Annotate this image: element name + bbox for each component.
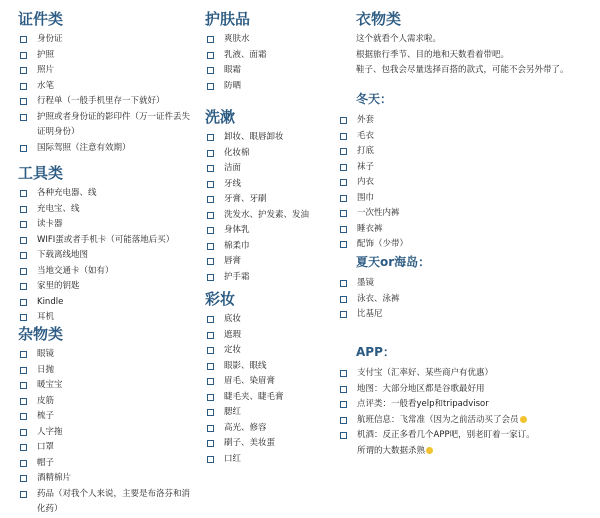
checklist-item-label: 泳衣、泳裤: [357, 293, 400, 304]
checkbox[interactable]: [20, 190, 27, 197]
checklist-item-label: 梳子: [37, 411, 55, 421]
checkbox[interactable]: [207, 440, 214, 447]
section-title-skincare: 护肤品: [205, 10, 251, 28]
checklist-item: [205, 192, 345, 208]
checklist-item: [205, 374, 345, 390]
checklist-item-label: 耳机: [37, 312, 55, 322]
checkbox[interactable]: [207, 83, 214, 90]
checklist-item: [18, 264, 198, 280]
checkbox[interactable]: [207, 316, 214, 323]
checklist-item: [18, 279, 198, 295]
checklist-item: [205, 48, 345, 64]
checklist-item-label: 机酒：反正多看几个APP吧，别老盯着一家订。: [357, 430, 535, 440]
checklist-item: [338, 307, 600, 323]
smile-emoji-icon: [520, 416, 527, 423]
checklist-winter: [338, 113, 600, 253]
checklist-item-label: 外套: [357, 115, 375, 125]
checklist-item-label: 身体乳: [224, 225, 250, 235]
checkbox[interactable]: [20, 351, 27, 358]
checklist-item: [338, 366, 600, 382]
checkbox[interactable]: [340, 280, 347, 287]
checklist-item-label: 国际驾照（注意有效期）: [37, 142, 131, 153]
section-title-misc: 杂物类: [18, 325, 64, 343]
checklist-item: [338, 191, 600, 207]
checklist-item: [338, 292, 600, 308]
checklist-item-label: 牙膏、牙刷: [224, 194, 267, 204]
checklist-item: [18, 48, 198, 64]
checklist-item-label: 眼影、眼线: [224, 360, 267, 371]
checklist-item-label: 口罩: [37, 442, 55, 452]
checklist-item-label: 比基尼: [357, 309, 383, 319]
checklist-item-label: 家里的钥匙: [37, 281, 80, 291]
checklist-item: [205, 405, 345, 421]
checklist-item-label: 读卡器: [37, 219, 63, 229]
checklist-item-label: 行程单（一般手机里存一下就好）: [37, 96, 165, 106]
checklist-item-label: 护手霜: [224, 271, 250, 282]
checkbox[interactable]: [207, 150, 214, 157]
checkbox[interactable]: [20, 367, 27, 374]
checklist-misc: [18, 347, 198, 518]
checklist-item: [18, 409, 198, 425]
checkbox[interactable]: [340, 311, 347, 318]
checklist-item-label: 棉柔巾: [224, 240, 250, 251]
checklist-item-label: 内衣: [357, 177, 375, 187]
checkbox[interactable]: [340, 241, 347, 248]
checkbox[interactable]: [20, 314, 27, 321]
checklist-item-label: 照片: [37, 65, 55, 75]
checklist-item-label: 毛衣: [357, 130, 375, 141]
checklist-item-label: 定妆: [224, 345, 242, 355]
checklist-item: [205, 79, 345, 95]
checkbox[interactable]: [207, 165, 214, 172]
clothes-notes: [356, 32, 600, 79]
checklist-item-label: 眼霜: [224, 65, 242, 75]
checkbox[interactable]: [207, 36, 214, 43]
checkbox[interactable]: [340, 432, 347, 439]
checklist-app: [338, 366, 600, 444]
checklist-item-label: 地图：大部分地区都是谷歌最好用: [357, 383, 485, 394]
checklist-item: [18, 425, 198, 441]
checkbox[interactable]: [207, 67, 214, 74]
checkbox[interactable]: [340, 133, 347, 140]
checklist-item-label: 身份证: [37, 34, 63, 44]
checklist-item: [338, 175, 600, 191]
checklist-item: [205, 343, 345, 359]
checklist-item-label: 洁面: [224, 163, 242, 173]
checklist-item: [205, 63, 345, 79]
checklist-item-label: 爽肤水: [224, 34, 250, 44]
app-trailing-text: 所谓的大数据杀熟: [357, 445, 426, 456]
checklist-item-label: 帽子: [37, 457, 55, 468]
checkbox[interactable]: [20, 475, 27, 482]
checklist-item-label: 打底: [357, 146, 375, 156]
checklist-item-label: 皮筋: [37, 395, 55, 406]
checklist-item: [205, 359, 345, 375]
note-line: 鞋子、包我会尽量选择百搭的款式，可能不会另外带了。: [356, 65, 569, 75]
checklist-item: [338, 428, 600, 444]
section-title-wash: 洗漱: [205, 108, 236, 126]
checklist-item: [205, 436, 345, 452]
checklist-item-label: 配饰（少带）: [357, 239, 409, 249]
checkbox[interactable]: [340, 401, 347, 408]
checklist-item-label: 人字拖: [37, 426, 63, 437]
checkbox[interactable]: [20, 252, 27, 259]
checkbox[interactable]: [20, 429, 27, 436]
checkbox[interactable]: [340, 117, 347, 124]
checklist-item: [338, 144, 600, 160]
checkbox[interactable]: [340, 296, 347, 303]
checkbox[interactable]: [340, 226, 347, 233]
checklist-item: [18, 202, 198, 218]
checklist-item: [18, 440, 198, 456]
checklist-item-label: 遮瑕: [224, 329, 242, 340]
checkbox[interactable]: [207, 227, 214, 234]
checklist-item-label: WIFI蛋或者手机卡（可能落地后买）: [37, 234, 175, 245]
checklist-item-label: 一次性内裤: [357, 208, 400, 218]
checklist-item-label: 眼镜: [37, 349, 55, 359]
checklist-item: [205, 390, 345, 406]
checklist-item-label: 酒精棉片: [37, 473, 72, 483]
checkbox[interactable]: [340, 164, 347, 171]
checkbox[interactable]: [340, 195, 347, 202]
checkbox[interactable]: [20, 413, 27, 420]
checklist-item: [205, 130, 345, 146]
checkbox[interactable]: [20, 491, 27, 498]
section-wash: [205, 108, 345, 285]
checklist-wash: [205, 130, 345, 285]
section-documents: [18, 10, 198, 156]
checklist-item: [205, 254, 345, 270]
checklist-item: [338, 160, 600, 176]
checklist-item-label: 护照或者身份证的影印件（万一证件丢失证明身份）: [37, 111, 191, 137]
checkbox[interactable]: [20, 83, 27, 90]
checkbox[interactable]: [340, 148, 347, 155]
checkbox[interactable]: [207, 378, 214, 385]
checklist-item-label: 护照: [37, 49, 55, 60]
checklist-item-label: 药品（对我个人来说，主要是布洛芬和消化药）: [37, 488, 191, 514]
checkbox[interactable]: [207, 409, 214, 416]
checklist-item: [18, 110, 198, 141]
section-title-winter: 冬天：: [356, 92, 393, 106]
checklist-item-label: 乳液、面霜: [224, 49, 267, 60]
checklist-tools: [18, 186, 198, 326]
section-title-makeup: 彩妆: [205, 290, 236, 308]
checklist-item: [18, 363, 198, 379]
checklist-item-label: Kindle: [37, 296, 64, 307]
checkbox[interactable]: [20, 145, 27, 152]
checklist-item: [18, 186, 198, 202]
app-trailing-note: [338, 444, 600, 460]
checklist-item-label: 牙线: [224, 178, 242, 189]
checklist-item-label: 暖宝宝: [37, 380, 63, 390]
checklist-item: [205, 239, 345, 255]
checklist-item-label: 日抛: [37, 364, 55, 375]
checklist-item: [205, 177, 345, 193]
checklist-item: [18, 79, 198, 95]
checklist-item: [338, 222, 600, 238]
checklist-item: [205, 161, 345, 177]
checklist-item-label: 水笔: [37, 80, 55, 91]
checklist-item-label: 高光、修容: [224, 422, 267, 433]
checkbox[interactable]: [20, 268, 27, 275]
section-title-clothes: 衣物类: [356, 10, 402, 28]
checklist-item-label: 睡衣裤: [357, 223, 383, 234]
section-clothes: [356, 10, 600, 79]
checkbox[interactable]: [20, 398, 27, 405]
checkbox[interactable]: [207, 425, 214, 432]
checklist-item: [205, 32, 345, 48]
checklist-item: [18, 248, 198, 264]
section-winter: [338, 92, 600, 253]
section-title-documents: 证件类: [18, 10, 64, 28]
checkbox[interactable]: [20, 98, 27, 105]
checkbox[interactable]: [207, 196, 214, 203]
checkbox[interactable]: [207, 456, 214, 463]
checklist-item: [18, 233, 198, 249]
checkbox[interactable]: [340, 210, 347, 217]
checkbox[interactable]: [20, 36, 27, 43]
checkbox[interactable]: [20, 460, 27, 467]
checklist-summer: [338, 276, 600, 323]
checkbox[interactable]: [340, 417, 347, 424]
section-summer: [338, 255, 600, 323]
checkbox[interactable]: [20, 67, 27, 74]
section-title-summer: 夏天or海岛：: [356, 255, 431, 269]
checklist-item-label: 充电宝、线: [37, 203, 80, 214]
checklist-item-label: 点评类：一般看yelp和tripadvisor: [357, 399, 489, 409]
checklist-item-label: 下载离线地图: [37, 250, 89, 260]
checkbox[interactable]: [207, 243, 214, 250]
checklist-item: [205, 270, 345, 286]
section-title-app: APP：: [356, 345, 395, 359]
checklist-item: [18, 310, 198, 326]
checklist-item: [205, 421, 345, 437]
checkbox[interactable]: [207, 363, 214, 370]
checklist-item: [338, 129, 600, 145]
checklist-item: [205, 223, 345, 239]
checkbox[interactable]: [207, 394, 214, 401]
checkbox[interactable]: [20, 52, 27, 59]
checkbox[interactable]: [340, 179, 347, 186]
checkbox[interactable]: [20, 221, 27, 228]
section-skincare: [205, 10, 345, 94]
checklist-item-label: 腮红: [224, 407, 242, 417]
checklist-item: [338, 413, 600, 429]
checklist-item: [18, 141, 198, 157]
checkbox[interactable]: [207, 274, 214, 281]
checklist-item-label: 当地交通卡（如有）: [37, 265, 114, 276]
checkbox[interactable]: [20, 382, 27, 389]
checkbox[interactable]: [20, 283, 27, 290]
checkbox[interactable]: [20, 444, 27, 451]
checklist-item-label: 洗发水、护发素、发油: [224, 209, 310, 220]
section-app: [338, 345, 600, 459]
checklist-item-label: 围巾: [357, 192, 375, 203]
checklist-item: [18, 347, 198, 363]
checklist-item: [338, 113, 600, 129]
checklist-item-label: 刷子、美妆蛋: [224, 438, 276, 448]
checklist-item: [18, 295, 198, 311]
checklist-item-label: 支付宝（汇率好、某些商户有优惠）: [357, 368, 494, 378]
checklist-item: [338, 237, 600, 253]
checklist-item: [338, 397, 600, 413]
checklist-skincare: [205, 32, 345, 94]
checkbox[interactable]: [20, 114, 27, 121]
checklist-item: [18, 94, 198, 110]
checklist-item-label: 唇膏: [224, 256, 242, 266]
checklist-item-label: 化妆棉: [224, 147, 250, 158]
checkbox[interactable]: [207, 258, 214, 265]
checklist-item: [18, 456, 198, 472]
checklist-item-label: 卸妆、眼唇卸妆: [224, 132, 284, 142]
checklist-item: [205, 312, 345, 328]
checklist-item: [18, 394, 198, 410]
section-tools: [18, 164, 198, 326]
grin-emoji-icon: [426, 447, 433, 454]
checklist-item: [18, 378, 198, 394]
checklist-item-label: 眉毛、染眉膏: [224, 376, 276, 386]
checklist-item: [18, 471, 198, 487]
checklist-item: [205, 146, 345, 162]
section-makeup: [205, 290, 345, 467]
checklist-item-label: 墨镜: [357, 278, 375, 288]
checklist-item-label: 防晒: [224, 80, 242, 91]
checklist-item: [205, 452, 345, 468]
checkbox[interactable]: [207, 52, 214, 59]
checkbox[interactable]: [207, 332, 214, 339]
checklist-item-label: 各种充电器、线: [37, 188, 97, 198]
section-misc: [18, 325, 198, 518]
checklist-item: [338, 206, 600, 222]
checklist-item: [18, 63, 198, 79]
section-title-tools: 工具类: [18, 164, 64, 182]
checklist-item: [338, 276, 600, 292]
checkbox[interactable]: [20, 237, 27, 244]
checkbox[interactable]: [207, 347, 214, 354]
checkbox[interactable]: [340, 386, 347, 393]
checklist-item: [18, 217, 198, 233]
note-line: 这个就看个人需求啦。: [356, 34, 442, 44]
checklist-makeup: [205, 312, 345, 467]
checkbox[interactable]: [207, 181, 214, 188]
checklist-item-label: 袜子: [357, 161, 375, 172]
checklist-item: [205, 208, 345, 224]
checkbox[interactable]: [20, 299, 27, 306]
checklist-item-label: 口红: [224, 453, 242, 464]
checklist-item-label: 底妆: [224, 314, 242, 324]
checklist-item-label: 睫毛夹、睫毛膏: [224, 391, 284, 402]
checklist-item: [205, 328, 345, 344]
checkbox[interactable]: [20, 206, 27, 213]
checklist-item: [18, 32, 198, 48]
checklist-item: [338, 382, 600, 398]
checkbox[interactable]: [207, 212, 214, 219]
checkbox[interactable]: [340, 370, 347, 377]
checklist-item-label: 航班信息：飞常准（因为之前活动买了会员: [357, 414, 519, 425]
checklist-documents: [18, 32, 198, 156]
note-line: 根据旅行季节、目的地和天数看着带吧。: [356, 49, 510, 60]
checkbox[interactable]: [207, 134, 214, 141]
